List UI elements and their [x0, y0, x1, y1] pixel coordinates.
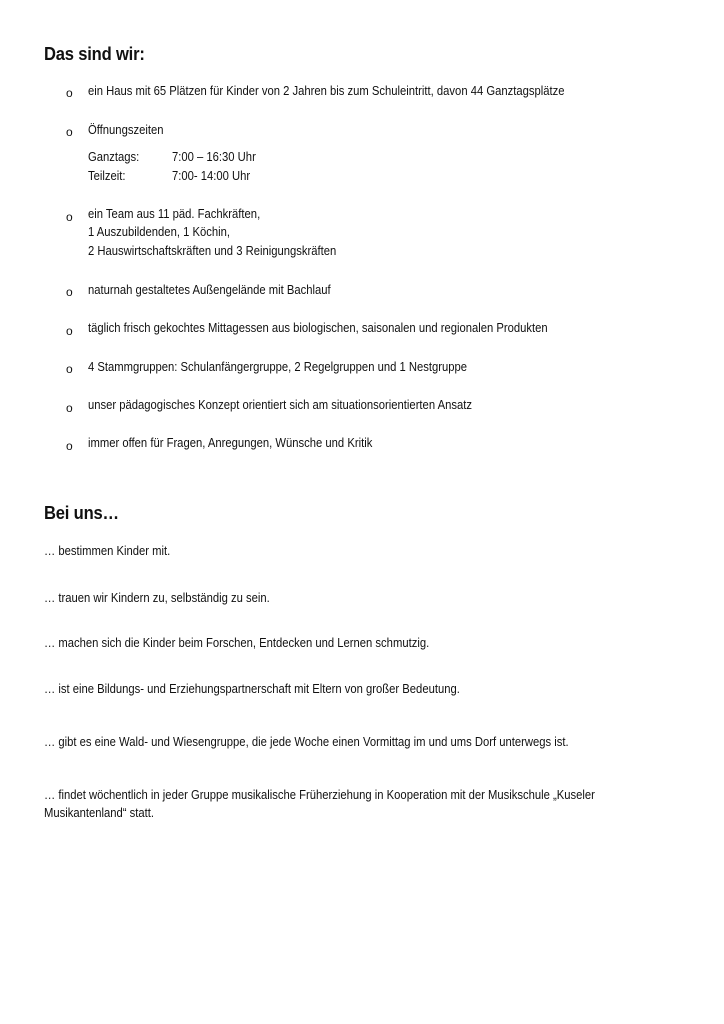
list-item-outdoor: naturnah gestaltetes Außengelände mit Bachlauf	[88, 283, 331, 297]
bullet-icon: o	[66, 324, 73, 338]
section-title-das-sind-wir: Das sind wir:	[44, 44, 145, 64]
statement-item: … gibt es eine Wald- und Wiesengruppe, die jede Woche einen Vormittag im und ums Dorf unterwegs ist.	[44, 735, 569, 749]
list-item-lunch: täglich frisch gekochtes Mittagessen aus biologischen, saisonalen und regionalen Produkten	[88, 321, 548, 335]
bullet-icon: o	[66, 210, 73, 224]
hours-label-fullday: Ganztags:	[88, 150, 140, 164]
bullet-icon: o	[66, 285, 73, 299]
list-item-team: ein Team aus 11 päd. Fachkräften,	[88, 207, 261, 221]
statement-item: … ist eine Bildungs- und Erziehungspartnerschaft mit Eltern von großer Bedeutung.	[44, 682, 460, 696]
list-item-open: immer offen für Fragen, Anregungen, Wünsche und Kritik	[88, 436, 373, 450]
list-item-team-line2: 1 Auszubildenden, 1 Köchin,	[88, 225, 230, 239]
list-item-team-line3: 2 Hauswirtschaftskräften und 3 Reinigungskräften	[88, 244, 337, 258]
statement-item-continued: Musikantenland“ statt.	[44, 806, 155, 820]
statement-item: … bestimmen Kinder mit.	[44, 544, 171, 558]
bullet-icon: o	[66, 439, 73, 453]
statement-item: … trauen wir Kindern zu, selbständig zu sein.	[44, 591, 270, 605]
hours-value-fullday: 7:00 – 16:30 Uhr	[172, 150, 256, 164]
statement-item: … findet wöchentlich in jeder Gruppe musikalische Früherziehung in Kooperation mit der Musikschule „Kuseler	[44, 788, 595, 802]
list-item-opening-hours: Öffnungszeiten	[88, 123, 164, 137]
list-item-house: ein Haus mit 65 Plätzen für Kinder von 2 Jahren bis zum Schuleintritt, davon 44 Ganztagsplätze	[88, 84, 565, 98]
bullet-icon: o	[66, 401, 73, 415]
list-item-groups: 4 Stammgruppen: Schulanfängergruppe, 2 Regelgruppen und 1 Nestgruppe	[88, 360, 468, 374]
hours-value-parttime: 7:00- 14:00 Uhr	[172, 169, 251, 183]
bullet-icon: o	[66, 362, 73, 376]
list-item-concept: unser pädagogisches Konzept orientiert sich am situationsorientierten Ansatz	[88, 398, 472, 412]
bullet-icon: o	[66, 86, 73, 100]
hours-label-parttime: Teilzeit:	[88, 169, 126, 183]
bullet-icon: o	[66, 125, 73, 139]
section-title-bei-uns: Bei uns…	[44, 503, 119, 523]
statement-item: … machen sich die Kinder beim Forschen, Entdecken und Lernen schmutzig.	[44, 636, 430, 650]
